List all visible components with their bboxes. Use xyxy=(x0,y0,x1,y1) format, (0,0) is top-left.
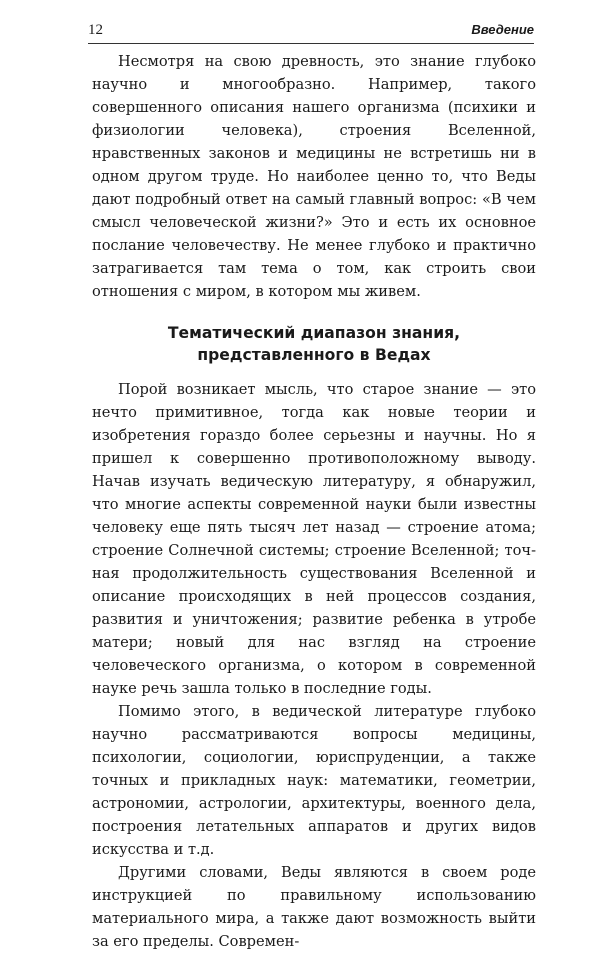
body-paragraph-1: Порой возникает мысль, что старое знание — это нечто примитивное, тогда как новые теории и изобретения гораздо более серьезны и научны. Но я пришел к совершенно противоположному выводу. Начав изучать ведическую литературу, я обнаружил, что многие аспекты современной науки были известны человеку еще пять тысяч лет назад — строение атома; строение Солнечной системы; строение Вселенной; точная продолжительность существования Вселенной и описание происходящих в ней процессов создания, развития и уничтожения; развитие ребенка в утробе матери; новый для нас взгляд на строение человеческого организма, о котором в современной науке речь зашла только в последние годы. xyxy=(92,381,536,697)
body-paragraph-2: Помимо этого, в ведической литературе глубоко научно рассматриваются вопросы медицины, психологии, социологии, юриспруденции, а также точных и прикладных наук: математики, геометрии, астрономии, астрологии, архитектуры, военного дела, построения летательных аппаратов и других видов искусства и т.д. xyxy=(92,703,536,858)
intro-paragraph: Несмотря на свою древность, это знание глубоко научно и многообразно. Например, такого совершенного описания нашего организма (психики и физиологии человека), строения Вселенной, нравственных законов и медицины не встретишь ни в одном другом труде. Но наиболее ценно то, что Веды дают подробный ответ на самый главный вопрос: «В чем смысл человеческой жизни?» Это и есть их основное послание человечеству. Не менее глубоко и практично затрагивается там тема о том, как строить свои отношения с миром, в котором мы живем. xyxy=(92,53,536,300)
running-header xyxy=(88,22,534,40)
page-body xyxy=(92,50,536,953)
section-heading-line-2: представленного в Ведах xyxy=(197,346,431,364)
section-heading-line-1: Тематический диапазон знания, xyxy=(167,324,461,342)
section-name: Введение xyxy=(471,22,534,37)
section-heading xyxy=(92,322,536,366)
body-paragraph-3: Другими словами, Веды являются в своем роде инструкцией по правильному использованию материального мира, а также дают возможность выйти за его пределы. Современ- xyxy=(92,864,536,950)
page-number: 12 xyxy=(88,22,103,38)
header-rule xyxy=(88,43,534,44)
